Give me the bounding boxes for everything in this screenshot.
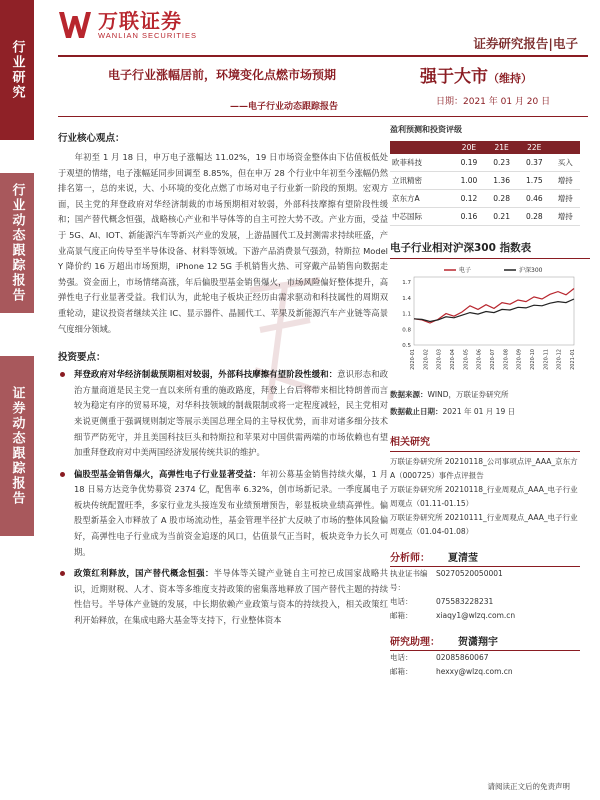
investment-heading: 投资要点：	[58, 352, 106, 364]
table-cell: 增持	[551, 190, 580, 208]
chart-plot-frame	[414, 277, 574, 345]
sidebar-tab-mid: 行业动态跟踪报告	[0, 173, 34, 313]
relative-index-chart	[390, 263, 580, 383]
rating-note: （维持）	[488, 72, 532, 85]
disclaimer-note: 请阅读正文后的免责声明	[487, 782, 570, 791]
related-research-heading: 相关研究	[390, 433, 580, 452]
x-tick-label: 2020-05	[463, 349, 470, 370]
table-row	[390, 154, 580, 172]
table-header-cell: 22E	[518, 141, 551, 154]
sidebar-tab-bottom: 证券动态跟踪报告	[0, 356, 34, 536]
table-cell: 增持	[551, 172, 580, 190]
table-cell: 买入	[551, 154, 580, 172]
cutoff-label: 数据截止日期：	[390, 407, 443, 416]
field-value: 075583228231	[436, 597, 494, 606]
x-tick-label: 2021-01	[570, 349, 576, 370]
x-tick-label: 2020-07	[490, 349, 496, 370]
table-header-cell	[551, 141, 580, 154]
analyst-field	[390, 567, 590, 595]
assistant-heading	[390, 633, 580, 651]
field-value: S0270520050001	[436, 569, 503, 578]
series-line-hs300	[414, 299, 574, 322]
report-category: 证券研究报告|电子	[473, 36, 578, 51]
x-tick-label: 2020-12	[556, 349, 563, 370]
table-cell: 0.23	[485, 154, 518, 172]
investment-point-title: 政策红利释放，国产替代概念恒强：	[74, 568, 214, 579]
table-cell: 京东方A	[390, 190, 453, 208]
report-subtitle: ——电子行业动态跟踪报告	[230, 102, 339, 112]
email-link[interactable]: hexxy@wlzq.com.cn	[436, 667, 513, 676]
table-cell: 立讯精密	[390, 172, 453, 190]
estimates-table	[390, 141, 580, 226]
investment-point-title: 偏股型基金销售爆火，高弹性电子行业显著受益：	[74, 468, 262, 479]
y-tick-label: 1.4	[402, 295, 411, 302]
investment-point	[58, 467, 388, 561]
x-tick-label: 2020-08	[503, 349, 510, 370]
main-column	[58, 130, 388, 635]
x-tick-label: 2020-01	[410, 349, 416, 370]
field-key: 邮箱：	[390, 667, 413, 676]
x-tick-label: 2020-11	[543, 349, 550, 370]
analyst-field	[390, 609, 590, 623]
investment-point	[58, 566, 388, 628]
legend-label: 沪深300	[519, 267, 543, 274]
investment-point-body: 年初公募基金销售持续火爆，1 月 18 日易方达竞争优势募资 2374 亿，配售率 6.32%，创市场新记录。一季度属电子板块传统配置旺季，多家行业龙头接连发布业绩预增预告，彰显板块业绩高弹性。偏股型新基金入市释放了 A 股市场流动性，基金管理半径扩大反映了市场的整体风险偏好，高弹性电子行业成为当前资金追逐的风口，估值景气正当时，板块竞争力长久可期。	[74, 468, 388, 557]
analyst-heading	[390, 549, 580, 567]
x-tick-label: 2020-09	[516, 349, 523, 370]
related-research-item[interactable]: 万联证券研究所 20210118_行业周观点_AAA_电子行业周观点（01.11-01.15）	[390, 485, 578, 508]
table-cell: 0.46	[518, 190, 551, 208]
table-cell: 0.21	[485, 208, 518, 226]
x-tick-label: 2020-02	[423, 349, 430, 370]
table-cell: 0.28	[485, 190, 518, 208]
table-cell: 0.28	[518, 208, 551, 226]
related-research-item[interactable]: 万联证券研究所 20210111_行业周观点_AAA_电子行业周观点（01.04-01.08）	[390, 513, 578, 536]
x-tick-label: 2020-03	[436, 349, 443, 370]
investment-point-body: 意识形态和政治方量商道是民主党一直以来所有重的施政路度，拜登上台后将带来相比特朗普而言较为稳定有序的贸易环境，对华科技领域的制裁限制或将一定程度减轻，民主党相对来说更侧重于强调规则制定等展示美国总理全局的主导权优势，而非对诸多细分技术细节严防死守，并且美国科技巨头和特斯拉和苹果对中国供需两端的市场依赖也有望加重拜登政府对中美两国经济发展传统共识的维护。	[74, 369, 388, 458]
table-cell: 1.75	[518, 172, 551, 190]
brand-logo	[58, 10, 197, 40]
field-key: 电话：	[390, 653, 413, 662]
table-cell: 0.37	[518, 154, 551, 172]
table-cell: 增持	[551, 208, 580, 226]
report-title: 电子行业涨幅居前，环境变化点燃市场预期	[108, 68, 337, 82]
x-tick-label: 2020-06	[476, 349, 483, 370]
chart-source	[390, 389, 590, 400]
table-row	[390, 208, 580, 226]
y-tick-label: 0.5	[402, 343, 411, 349]
field-key: 邮箱：	[390, 611, 413, 620]
title-divider	[58, 116, 588, 117]
field-key: 执业证书编号：	[390, 569, 428, 592]
core-view-heading: 行业核心观点：	[58, 133, 125, 144]
table-cell: 0.16	[453, 208, 486, 226]
analyst-name: 夏清莹	[448, 553, 478, 564]
table-header-cell	[390, 141, 453, 154]
related-research-list	[390, 455, 580, 539]
investment-point	[58, 367, 388, 461]
source-text: WIND，万联证券研究所	[427, 390, 509, 399]
assistant-field	[390, 665, 590, 679]
right-column	[390, 124, 590, 679]
table-cell: 中芯国际	[390, 208, 453, 226]
y-tick-label: 0.8	[402, 327, 411, 334]
chart-canvas	[390, 263, 580, 383]
assistant-label: 研究助理：	[390, 637, 440, 648]
field-key: 电话：	[390, 597, 413, 606]
y-tick-label: 1.7	[402, 280, 411, 287]
brand-name-cn: 万联证券	[98, 8, 182, 33]
sidebar-tab-top: 行业研究	[0, 0, 34, 140]
rating-badge	[420, 62, 532, 87]
investment-point-title: 拜登政府对华经济制裁预期相对较弱，外部科技摩擦有望阶段性缓和：	[74, 369, 338, 380]
chart-cutoff-date	[390, 406, 590, 417]
x-tick-label: 2020-10	[530, 349, 536, 370]
investment-point-body: 半导体等关键产业链自主可控已成国家战略共识，近期财税、人才、资本等多维度支持政策的密集落地释放了国产替代主题的持续性信号。半导体产业链的发展，中长期依赖产业政策与资本的持续投入，相关政策红利开始释放，在集成电路大基金等支持下，行业整体资本	[74, 568, 388, 626]
cutoff-date: 2021 年 01 月 19 日	[442, 407, 516, 416]
table-header-row	[390, 141, 580, 154]
table-header-cell: 20E	[453, 141, 486, 154]
table-row	[390, 190, 580, 208]
y-tick-label: 1.1	[402, 311, 411, 318]
assistant-name: 贺潇翔宇	[458, 637, 498, 648]
report-date: 日期：2021 年 01 月 20 日	[436, 97, 551, 107]
chart-title: 电子行业相对沪深300 指数表	[390, 240, 590, 259]
rating-value: 强于大市	[420, 67, 488, 87]
header-divider	[58, 55, 588, 57]
field-value: 02085860067	[436, 653, 489, 662]
series-line-electronics	[414, 289, 574, 324]
source-label: 数据来源：	[390, 390, 428, 399]
table-row	[390, 172, 580, 190]
assistant-field	[390, 651, 590, 665]
estimates-heading: 盈利预测和投资评级	[390, 125, 462, 134]
related-research-item[interactable]: 万联证券研究所 20210118_公司事项点评_AAA_京东方 A（000725）事件点评报告	[390, 457, 578, 480]
table-cell: 欧菲科技	[390, 154, 453, 172]
brand-name-en: WANLIAN SECURITIES	[98, 30, 197, 40]
table-cell: 0.19	[453, 154, 486, 172]
wanlian-logo-icon	[58, 10, 92, 40]
analyst-field	[390, 595, 590, 609]
analyst-label: 分析师：	[390, 553, 430, 564]
email-link[interactable]: xiaqy1@wlzq.com.cn	[436, 611, 516, 620]
core-view-paragraph: 年初至 1 月 18 日，申万电子涨幅达 11.02%，19 日市场资金整体由下估值板低处于观望的情绪，电子涨幅延同步回调至 8.85%，但在申万 28 个行业中年初至今涨幅仍然排名第一，总的来说，大、小环境的变化点燃了市场对电子行业新一阶段的预期。宏观方面，民主党的拜登政府对华经济制裁的市场预期相对较弱，外部科技摩擦有望阶段性缓和；国产替代概念恒强，战略核心产业和半导体等的自主可控大势不改。产业方面，受益于 5G、AI、IOT、新能源汽车等新兴产业的发展，上游晶圆代工及封测需求持续旺盛，产业高景气度正向传导至半导体设备、材料等领域。下游产品消费景气强劲，特斯拉 Model Y 降价约 16 万超出市场预期，iPhone 12 5G 手机销售火热、可穿戴产品销售向数据走势强。资金面上，市场情绪高涨，年后偏股型基金销售爆火，市场风险偏好整体提升，高弹性电子行业显著受益。我们认为，此轮电子板块正经历由需求驱动和科技属性的周期双重轮动，建议投资者继续关注 IC、显示器件、晶圆代工、苹果及新能源汽车产业链等高景气度细分领域。	[58, 152, 388, 334]
table-cell: 1.36	[485, 172, 518, 190]
table-cell: 1.00	[453, 172, 486, 190]
table-header-cell: 21E	[485, 141, 518, 154]
x-tick-label: 2020-04	[450, 349, 456, 370]
legend-label: 电子	[459, 267, 472, 274]
table-cell: 0.12	[453, 190, 486, 208]
